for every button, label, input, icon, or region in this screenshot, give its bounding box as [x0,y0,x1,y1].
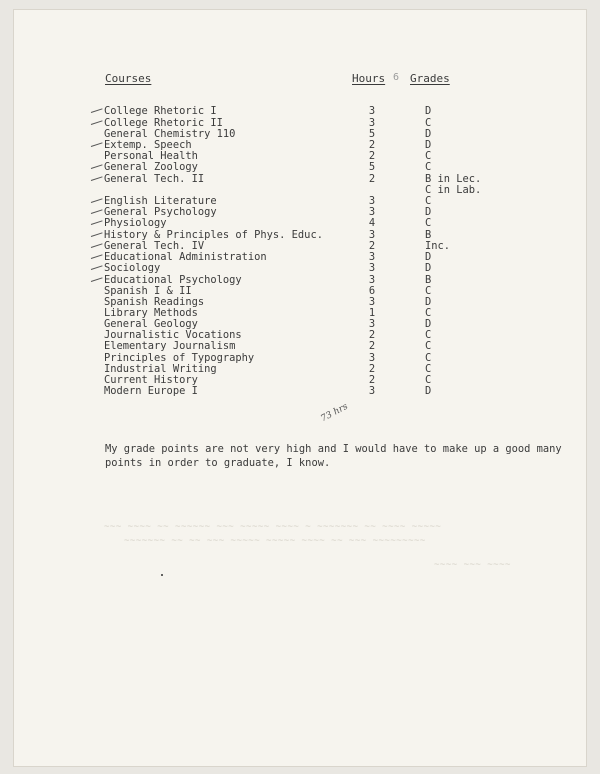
course-grade: D [425,128,432,140]
course-row [14,151,586,162]
course-row [14,275,586,286]
course-name: General Tech. II [104,173,205,185]
check-mark-icon [91,176,103,181]
course-row [14,353,586,364]
course-hours: 1 [368,307,376,319]
check-mark-icon [91,120,103,125]
course-grade: D [425,139,432,151]
check-mark-icon [91,198,103,203]
course-grade: B in Lec. [425,173,482,185]
check-mark-icon [91,243,103,248]
course-row [14,252,586,263]
course-row [14,118,586,129]
course-row [14,319,586,330]
course-hours: 5 [368,128,376,140]
course-grade: C [425,217,432,229]
handwritten-note: 73 hrs [319,401,350,425]
check-mark-icon [91,209,103,214]
course-hours: 3 [368,206,376,218]
hours-header: Hours [352,72,386,85]
course-name: General Tech. IV [104,240,205,252]
grades-header: Grades [410,72,450,85]
course-row [14,330,586,341]
course-hours: 2 [368,363,376,375]
course-name: Personal Health [104,150,198,162]
course-grade: C [425,117,432,129]
ink-dot [161,574,163,576]
check-mark-icon [91,142,103,147]
course-row [14,129,586,140]
check-mark-icon [91,277,103,282]
course-name: General Zoology [104,161,198,173]
course-name: English Literature [104,195,217,207]
course-hours: 3 [368,274,376,286]
course-name: Physiology [104,217,167,229]
bleed-through-text: ~~~ ~~~~ ~~ ~~~~~~ ~~~ ~~~~~ ~~~~ ~ ~~~~~~~ ~~ ~~~~ ~~~~~ [104,522,442,532]
courses-header: Courses [105,72,152,85]
course-name: Spanish I & II [104,285,192,297]
course-name: College Rhetoric II [104,117,223,129]
course-hours: 3 [368,296,376,308]
course-name: General Chemistry 110 [104,128,236,140]
course-hours: 3 [368,195,376,207]
check-mark-icon [91,265,103,270]
check-mark-icon [91,232,103,237]
course-row [14,162,586,173]
course-name: Industrial Writing [104,363,217,375]
course-grade: C [425,352,432,364]
course-hours: 4 [368,217,376,229]
check-mark-icon [91,254,103,259]
course-row [14,230,586,241]
course-grade: D [425,318,432,330]
course-row [14,341,586,352]
course-row [14,140,586,151]
course-name: Educational Psychology [104,274,242,286]
course-row [14,297,586,308]
course-name: Spanish Readings [104,296,205,308]
course-grade: Inc. [425,240,451,252]
course-hours: 5 [368,161,376,173]
course-row [14,308,586,319]
check-mark-icon [91,164,103,169]
course-grade: D [425,251,432,263]
course-row [14,207,586,218]
course-name: College Rhetoric I [104,105,217,117]
course-grade: D [425,296,432,308]
course-row [14,106,586,117]
course-hours: 2 [368,150,376,162]
course-name: Library Methods [104,307,198,319]
course-grade: C [425,150,432,162]
document-page [14,10,586,766]
course-grade: C in Lab. [425,184,482,196]
course-grade: C [425,363,432,375]
course-hours: 2 [368,139,376,151]
course-hours: 3 [368,318,376,330]
course-row [14,185,586,196]
course-row [14,196,586,207]
course-grade: C [425,340,432,352]
hours-annotation: 6 [393,72,400,83]
course-name: Elementary Journalism [104,340,236,352]
course-hours: 2 [368,173,376,185]
course-name: History & Principles of Phys. Educ. [104,229,323,241]
course-row [14,241,586,252]
course-grade: D [425,206,432,218]
course-hours: 3 [368,385,376,397]
course-grade: C [425,285,432,297]
course-hours: 2 [368,329,376,341]
course-hours: 3 [368,352,376,364]
course-name: Educational Administration [104,251,267,263]
course-grade: B [425,229,432,241]
course-row [14,386,586,397]
course-name: Current History [104,374,198,386]
course-row [14,218,586,229]
bleed-through-text: ~~~~ ~~~ ~~~~ [434,560,511,570]
course-name: General Psychology [104,206,217,218]
course-hours: 3 [368,229,376,241]
course-grade: C [425,195,432,207]
course-row [14,364,586,375]
course-name: Journalistic Vocations [104,329,242,341]
course-hours: 2 [368,340,376,352]
course-grade: C [425,374,432,386]
course-hours: 3 [368,117,376,129]
course-hours: 2 [368,374,376,386]
course-hours: 2 [368,240,376,252]
course-row [14,286,586,297]
course-hours: 6 [368,285,376,297]
course-grade: C [425,161,432,173]
course-row [14,174,586,185]
course-hours: 3 [368,105,376,117]
closing-paragraph: My grade points are not very high and I would have to make up a good many points in order to graduate, I know. [105,443,562,470]
course-name: Extemp. Speech [104,139,192,151]
course-grade: D [425,262,432,274]
course-name: Modern Europe I [104,385,198,397]
course-name: Sociology [104,262,161,274]
course-grade: C [425,329,432,341]
course-hours: 3 [368,251,376,263]
course-grade: B [425,274,432,286]
bleed-through-text: ~~~~~~~ ~~ ~~ ~~~ ~~~~~ ~~~~~ ~~~~ ~~ ~~~ ~~~~~~~~~ [124,536,426,546]
course-grade: D [425,105,432,117]
course-row [14,263,586,274]
check-mark-icon [91,108,103,113]
course-name: Principles of Typography [104,352,255,364]
course-grade: C [425,307,432,319]
course-grade: D [425,385,432,397]
course-hours: 3 [368,262,376,274]
course-name: General Geology [104,318,198,330]
course-row [14,375,586,386]
check-mark-icon [91,220,103,225]
